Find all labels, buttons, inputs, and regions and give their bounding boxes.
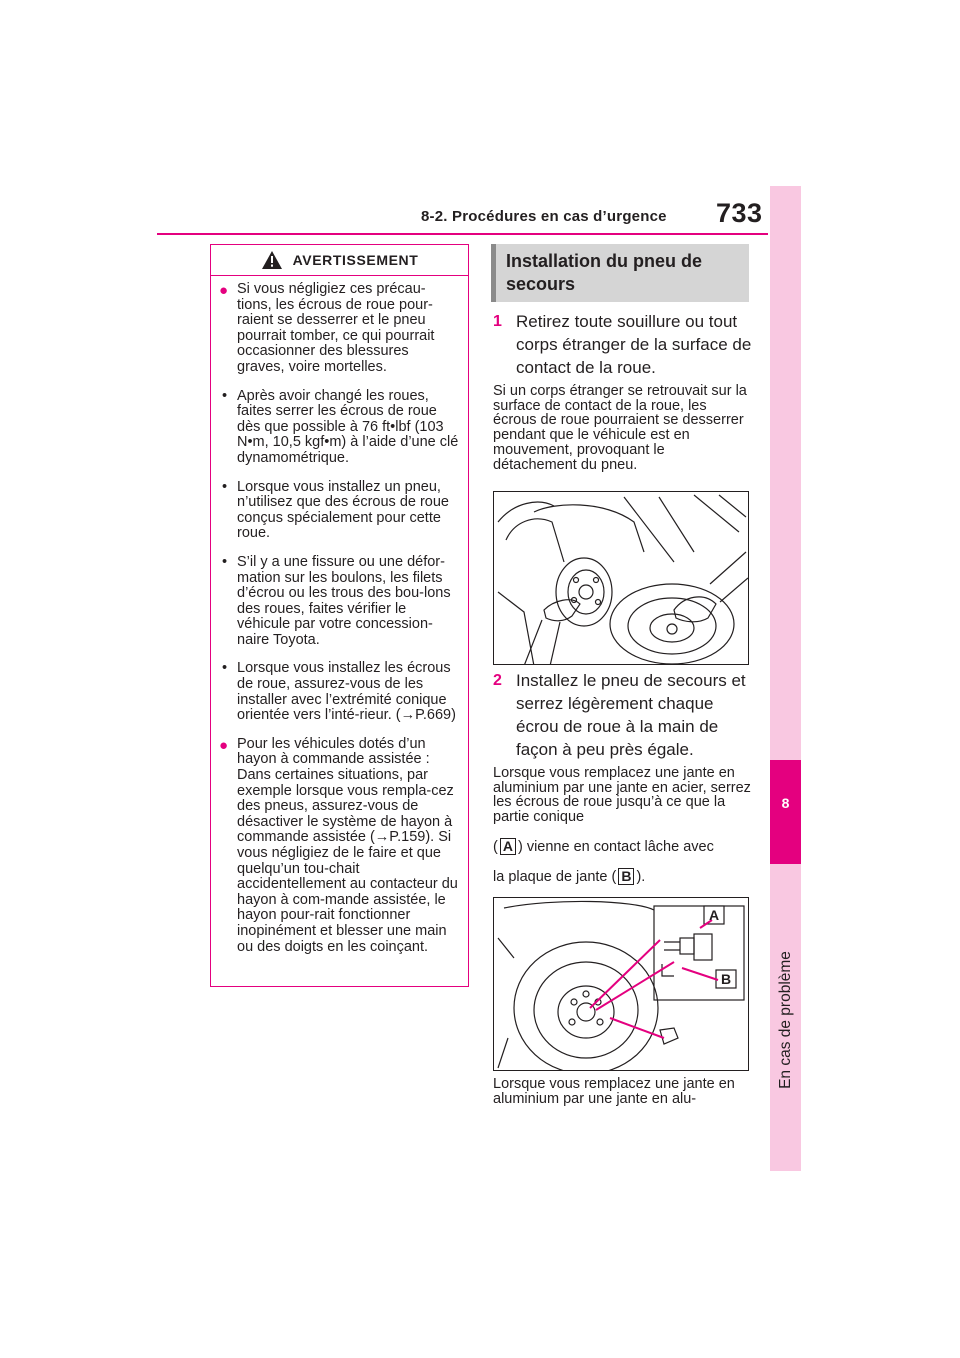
chapter-number: 8	[781, 795, 790, 811]
step-2-note-line: ( A ) vienne en contact lâche avec	[493, 838, 714, 855]
step-2-note-line: la plaque de jante ( B ).	[493, 868, 646, 885]
warning-title: AVERTISSEMENT	[292, 252, 419, 268]
warning-item: • Lorsque vous installez les écrous de roue, assurez-vous de les installer avec l’extrémité conique orientée vers l’inté-rieur. (→P.669)	[222, 660, 456, 724]
chapter-label: En cas de problème	[777, 951, 794, 1089]
step-2-note: Lorsque vous remplacez une jante en aluminium par une jante en acier, serrez les écrous de roue jusqu’à ce que la partie conique	[493, 765, 751, 826]
step-1: 1 Retirez toute souillure ou tout corps étranger de la surface de contact de la roue.	[493, 312, 752, 377]
warning-item: • Lorsque vous installez un pneu, n’utilisez que des écrous de roue conçus spécialement pour cette roue.	[222, 478, 449, 542]
warning-triangle-icon	[261, 250, 283, 270]
warning-box	[210, 244, 469, 987]
warning-item: • Après avoir changé les roues, faites serrer les écrous de roue dès que possible à 76 ft•lbf (103 N•m, 10,5 kgf•m) à l’aide d’une clé dynamométrique.	[222, 387, 459, 466]
page-number: 733	[716, 198, 763, 228]
label-b: B	[618, 868, 634, 885]
warning-item: ● Si vous négligiez ces précau-tions, les écrous de roue pour-raient se desserrer et le pneu pourrait tomber, ce qui pourrait occasionner des blessures graves, voire mortelles.	[219, 281, 435, 375]
section-title: Installation du pneu de secours	[491, 244, 749, 302]
figure-label-a: A	[709, 907, 720, 923]
warning-item: • S’il y a une fissure ou une défor-mation sur les boulons, les filets d’écrou ou les trous des bou-lons des roues, faites vérifier le véhicule par votre concession-naire Toyota.	[222, 553, 451, 648]
wheel-nut-illustration	[494, 898, 749, 1071]
step-1-note: Si un corps étranger se retrouvait sur la surface de contact de la roue, les écrous de roue pourraient se desserrer pendant que le véhicule est en mouvement, provoquant le détachement du pneu.	[493, 383, 747, 473]
figure-clean-hub	[493, 491, 749, 665]
warning-item: ● Pour les véhicules dotés d’un hayon à commande assistée : Dans certaines situations, par exemple lorsque vous rempla-cez des pneus, assurez-vous de désactiver le système de hayon à commande assistée (→P.159). Si vous négligiez de le faire et que quelqu’un tou-chait accidentellement au contacteur du hayon à com-mande assistée, le hayon pour-rait fonctionner inopinément et blesser une main ou des doigts en les coinçant.	[219, 735, 458, 955]
bullet-dot-icon: ●	[219, 736, 229, 754]
label-a: A	[500, 838, 516, 855]
section-header: 8-2. Procédures en cas d’urgence	[421, 208, 667, 225]
bullet-dot-icon: ●	[219, 282, 229, 299]
figure-nut-install	[493, 897, 749, 1071]
chapter-tab-marker	[770, 760, 801, 864]
warning-header	[211, 245, 468, 276]
bottom-paragraph: Lorsque vous remplacez une jante en aluminium par une jante en alu-	[493, 1076, 735, 1107]
header-rule	[157, 233, 768, 235]
warning-body	[211, 276, 468, 955]
hub-cleaning-illustration	[494, 492, 749, 665]
step-2: 2 Installez le pneu de secours et serrez légèrement chaque écrou de roue à la main de façon à peu près égale.	[493, 671, 746, 759]
figure-label-b: B	[721, 971, 732, 987]
